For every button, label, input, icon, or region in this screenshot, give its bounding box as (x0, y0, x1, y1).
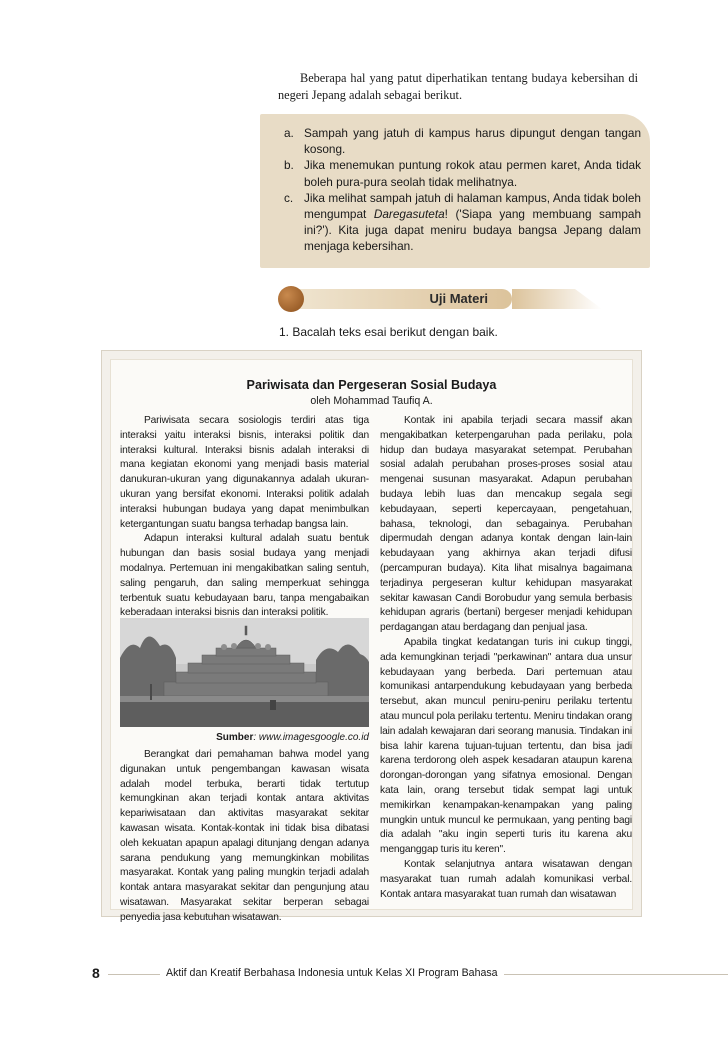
note-marker: c. (284, 190, 294, 205)
reading-paragraph: Berangkat dari pemahaman bahwa model yang digunakan untuk pengembangan kawasan wisata adalah model terbuka, berarti tidak tertutup kemungkinan akan terjadi kontak antara aktivitas kepariwisataan dan aktivitas masyarakat sekitar kawasan wisata. Kontak-kontak ini tidak bisa dibatasi oleh kekuatan apapun apalagi ditunjang dengan adanya sarana pendukung yang memungkinkan mobilitas masyarakat. Kontak yang paling mungkin terjadi adalah kontak antara masyarakat sekitar dan pengunjung atau wisatawan. Masyarakat sekitar berperan sebagai penyedia jasa kebutuhan wisatawan. (120, 749, 369, 923)
photo-caption (120, 731, 369, 744)
reading-paragraph: Pariwisata secara sosiologis terdiri atas tiga interaksi yaitu interaksi bisnis, interaksi politik dan interaksi kultural. Interaksi bisnis adalah interaksi di mana kegiatan ekonomi yang menjadi basis material danukuran-ukuran yang digunakannya adalah ukuran-ukuran yang bersifat ekonomi. Interaksi politik adalah interaksi hubungan budaya yang dapat menimbulkan ketergantungan suatu bangsa terhadap bangsa lain. (120, 415, 369, 530)
reading-paragraph: Kontak ini apabila terjadi secara massif akan mengakibatkan keterpengaruhan pada perilaku, pola hidup dan budaya masyarakat setempat. Perubahan sosial adalah perubahan proses-proses sosial atau mengenai susunan masyarakat. Adapun perubahan budaya lebih luas dan mencakup segala segi kebudayaan, seperti kepercayaan, pengetahuan, bahasa, teknologi, dan sebagainya. Perubahan dipermudah dengan adanya kontak dengan lain-lain kebudayaan yang akhirnya akan terjadi difusi (percampuran budaya). Kita lihat misalnya bagaimana terjadinya pergeseran kultur kehidupan masyarakat sekitar kawasan Candi Borobudur yang semula berbasis kehidupan agraris (bertani) bergeser menjadi kehidupan perdagangan atau berdagang dan penjual jasa. (380, 415, 632, 634)
caption-url: : www.imagesgoogle.co.id (253, 732, 369, 743)
reading-left-column (120, 414, 369, 621)
page-footer (0, 962, 728, 986)
exercise-instruction: 1. Bacalah teks esai berikut dengan baik. (279, 325, 498, 339)
section-label-part2: Materi (449, 291, 488, 306)
reading-paragraph: Kontak selanjutnya antara wisatawan dengan masyarakat tuan rumah adalah komunikasi verbal. Kontak antara masyarakat tuan rumah dan wisatawan (380, 858, 632, 900)
note-item-c (284, 190, 641, 255)
intro-paragraph: Beberapa hal yang patut diperhatikan tentang budaya kebersihan di negeri Jepang adalah sebagai berikut. (278, 71, 638, 102)
note-marker: a. (284, 126, 294, 140)
note-text-after: ! ('Siapa yang membuang sampah ini?'). Kita juga dapat meniru budaya bangsa Jepang dalam menjaga kebersihan. (304, 207, 642, 254)
book-title: Aktif dan Kreatif Berbahasa Indonesia untuk Kelas XI Program Bahasa (160, 967, 504, 979)
intro-text (278, 70, 638, 104)
note-text: Jika menemukan puntung rokok atau permen karet, Anda tidak boleh pura-pura seolah tidak melihatnya. (304, 158, 641, 189)
borobudur-photo (120, 618, 369, 727)
page-number: 8 (92, 965, 100, 981)
reading-right-column (380, 414, 632, 902)
note-italic-word: Daregasuteta (373, 207, 445, 222)
note-box (260, 114, 650, 268)
reading-inner (110, 359, 633, 923)
section-label-part1: Uji (429, 291, 447, 306)
reading-author: oleh Mohammad Taufiq A. (310, 395, 433, 407)
section-header-label (348, 289, 488, 309)
section-header-tail (512, 289, 602, 309)
reading-paragraph: Adapun interaksi kultural adalah suatu bentuk hubungan dan basis sosial budaya yang menjadi modalnya. Pertemuan ini mengakibatkan saling sentuh, saling pengaruh, dan saling memperkuat sehingga terbentuk suatu kebudayaan baru, tanpa mengabaikan keberadaan interaksi bisnis dan interaksi politik. (120, 533, 369, 619)
reading-left-column-lower (120, 748, 369, 926)
section-header-uji-materi (278, 286, 650, 312)
note-list (284, 125, 641, 255)
reading-box (101, 350, 642, 923)
borobudur-illustration (120, 618, 369, 727)
note-marker: b. (284, 158, 294, 173)
note-item-b (284, 157, 641, 189)
section-ball-icon (278, 286, 304, 312)
reading-paragraph: Apabila tingkat kedatangan turis ini cukup tinggi, ada kemungkinan terjadi "perkawinan" antara dua unsur kebudayaan yang berbeda. Dari pertemuan atau komunikasi antarpendukung kebudayaan yang berbeda tersebut, akan muncul peniru-peniru perilaku tertentu atau muncul pola perilaku tertentu. Meniru tindakan orang lain adalah kewajaran dari seorang manusia. Tindakan ini bisa lahir karena tujuan-tujuan tertentu, dan bisa jadi karena terdorong oleh aspek kesadaran ataupun karena dorongan-dorongan yang sifatnya emosional. Dengan kata lain, orang tersebut tidak sempat lagi untuk memikirkan kenampakan-kenampakan yang paling mungkin untuk muncul ke permukaan, yang penting bagi dia adalah "aku ingin seperti turis itu karena aku menganggap turis itu keren". (380, 636, 632, 856)
note-text: Sampah yang jatuh di kampus harus dipungut dengan tangan kosong. (304, 126, 641, 157)
note-text: Jika melihat sampah jatuh di halaman kampus, Anda tidak boleh mengumpat (304, 190, 641, 222)
reading-title: Pariwisata dan Pergeseran Sosial Budaya (246, 378, 497, 392)
note-item-a (284, 125, 641, 157)
caption-label: Sumber (216, 732, 254, 743)
